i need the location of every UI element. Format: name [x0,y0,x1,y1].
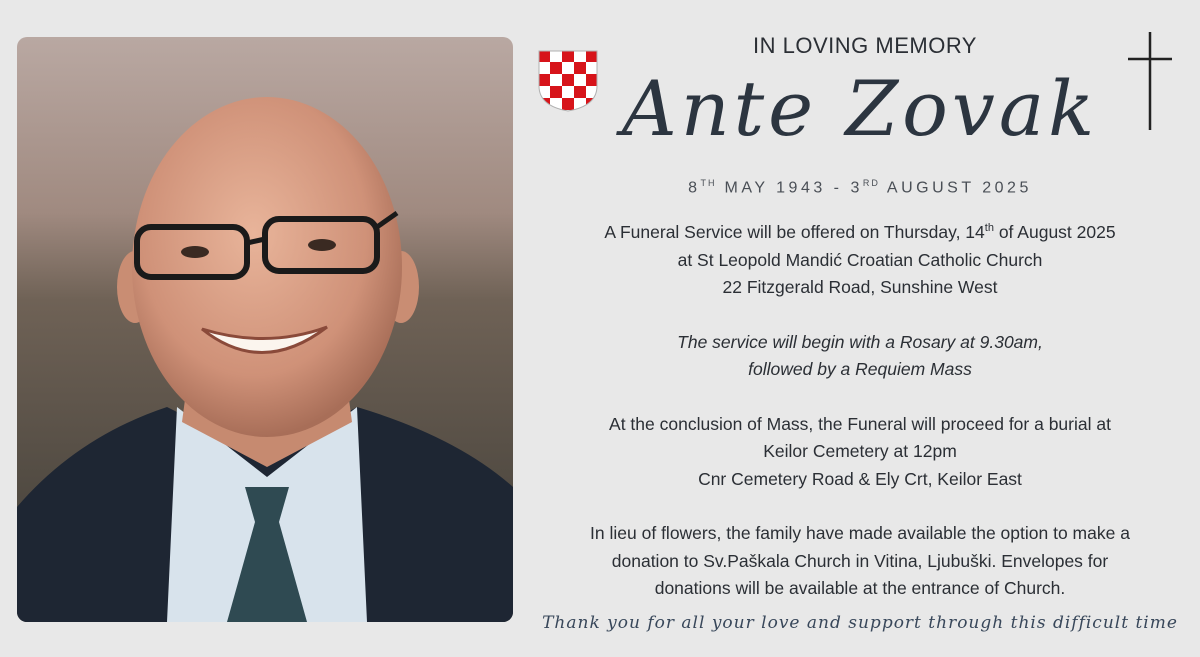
funeral-paragraph [540,219,1180,302]
crest-square [538,74,550,86]
service-paragraph [540,329,1180,384]
crest-square [538,110,550,112]
crest-square [562,62,574,74]
portrait-photo [17,37,513,622]
crest-square [574,74,586,86]
funeral-line-2: at St Leopold Mandić Croatian Catholic Church [677,249,1043,270]
life-dates [600,178,1120,197]
donation-line-1: In lieu of flowers, the family have made available the option to make a [590,523,1130,543]
burial-line-2: Keilor Cemetery at 12pm [763,441,957,461]
crest-square [562,50,574,62]
funeral-date-suffix: th [984,222,994,235]
birth-day: 8 [688,179,701,197]
crest-square [586,110,598,112]
croatian-crest-icon [538,50,598,112]
crest-square [550,62,562,74]
birth-suffix: TH [700,178,717,188]
cross-icon [1126,30,1174,132]
deceased-name: Ante Zovak [621,64,1099,153]
crest-square [574,86,586,98]
death-suffix: RD [862,178,880,188]
burial-line-1: At the conclusion of Mass, the Funeral will proceed for a burial at [609,413,1111,434]
crest-square [538,50,550,62]
burial-paragraph [540,411,1180,494]
funeral-line-1-pre: A Funeral Service will be offered on Thursday, 14 [604,222,985,242]
service-line-2: followed by a Requiem Mass [748,359,972,379]
crest-square [574,50,586,62]
crest-square [562,98,574,110]
death-rest: AUGUST 2025 [886,179,1032,197]
crest-square [550,110,562,112]
funeral-line-3: 22 Fitzgerald Road, Sunshine West [722,277,998,297]
crest-square [550,50,562,62]
funeral-line-1-post: of August 2025 [993,222,1116,242]
donation-line-2: donation to Sv.Paškala Church in Vitina, Ljubuški. Envelopes for [611,550,1109,571]
crest-square [574,110,586,112]
crest-square [550,86,562,98]
crest-square [550,74,562,86]
service-details [540,219,1180,630]
crest-square [574,62,586,74]
crest-square [538,62,550,74]
crest-square [586,74,598,86]
service-line-1: The service will begin with a Rosary at 9.30am, [677,331,1043,352]
crest-square [586,50,598,62]
crest-square [562,74,574,86]
donation-line-3: donations will be available at the entrance of Church. [654,578,1066,598]
donation-paragraph [540,520,1180,603]
crest-square [586,62,598,74]
memorial-heading: IN LOVING MEMORY [753,33,977,58]
thank-you-message: Thank you for all your love and support through this difficult time [542,613,1178,633]
crest-square [562,86,574,98]
burial-line-3: Cnr Cemetery Road & Ely Crt, Keilor East [698,468,1022,489]
birth-rest: MAY 1943 - 3 [724,179,863,197]
